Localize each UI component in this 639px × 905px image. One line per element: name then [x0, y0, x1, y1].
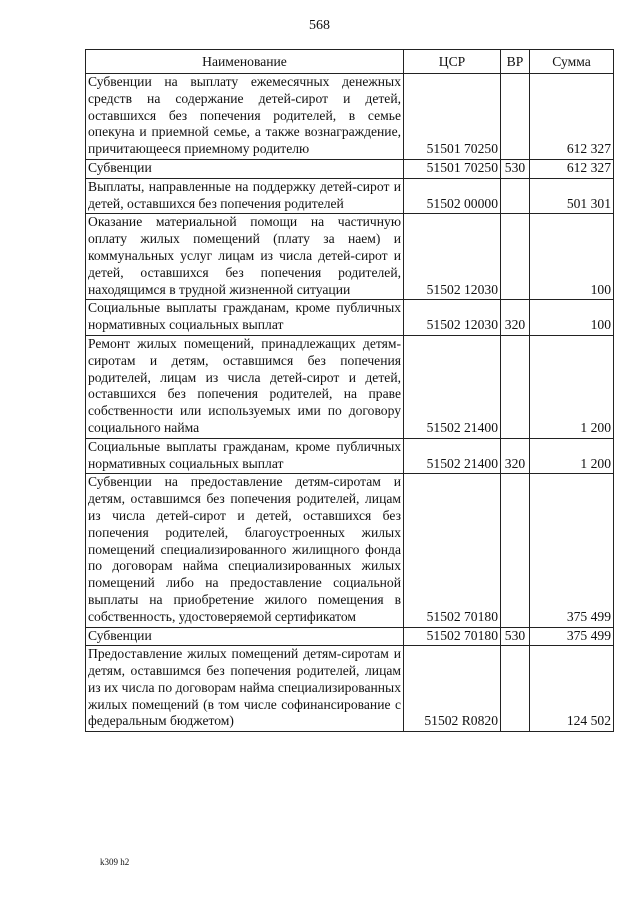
row-name: Субвенции на предоставление детям-сиротам и детям, оставшимся без попечения родителей, лицам из числа детей-сирот и детей, оставшихся без попечения родителей, благоустроенных жилых помещений специализированного жилищного фонда по договорам найма специализированных жилых помещений либо на предоставление социальной выплаты на приобретение жилого помещения в собственность, удостоверяемой сертификатом	[86, 474, 404, 627]
row-sum: 612 327	[530, 74, 614, 160]
header-vr: ВР	[501, 50, 530, 74]
row-vr	[501, 74, 530, 160]
row-csr: 51502 12030	[404, 214, 501, 300]
row-csr: 51501 70250	[404, 159, 501, 178]
row-vr: 320	[501, 300, 530, 336]
row-csr: 51502 70180	[404, 627, 501, 646]
row-vr	[501, 335, 530, 438]
row-vr	[501, 214, 530, 300]
row-sum: 612 327	[530, 159, 614, 178]
footer-code: k309 h2	[100, 857, 130, 867]
row-sum: 100	[530, 214, 614, 300]
row-csr: 51502 12030	[404, 300, 501, 336]
row-csr: 51502 70180	[404, 474, 501, 627]
row-sum: 375 499	[530, 474, 614, 627]
row-name: Социальные выплаты гражданам, кроме публичных нормативных социальных выплат	[86, 300, 404, 336]
row-name: Выплаты, направленные на поддержку детей-сирот и детей, оставшихся без попечения родителей	[86, 178, 404, 214]
table-row	[86, 335, 614, 438]
row-csr: 51502 21400	[404, 438, 501, 474]
table-row	[86, 214, 614, 300]
row-vr	[501, 178, 530, 214]
row-vr	[501, 646, 530, 732]
row-csr: 51502 R0820	[404, 646, 501, 732]
table-header-row	[86, 50, 614, 74]
row-csr: 51501 70250	[404, 74, 501, 160]
table-row	[86, 474, 614, 627]
budget-table	[85, 49, 614, 732]
row-sum: 501 301	[530, 178, 614, 214]
row-name: Социальные выплаты гражданам, кроме публичных нормативных социальных выплат	[86, 438, 404, 474]
row-vr: 530	[501, 627, 530, 646]
row-csr: 51502 00000	[404, 178, 501, 214]
row-sum: 1 200	[530, 335, 614, 438]
table-row	[86, 159, 614, 178]
table-row	[86, 646, 614, 732]
row-name: Субвенции	[86, 627, 404, 646]
row-csr: 51502 21400	[404, 335, 501, 438]
page-number: 568	[309, 18, 330, 33]
row-vr	[501, 474, 530, 627]
table-row	[86, 178, 614, 214]
header-csr: ЦСР	[404, 50, 501, 74]
row-name: Ремонт жилых помещений, принадлежащих детям-сиротам и детям, оставшимся без попечения родителей, лицам из числа детей-сирот и детей, оставшихся без попечения родителей, на праве собственности или используемых ими по договору социального найма	[86, 335, 404, 438]
table-row	[86, 300, 614, 336]
row-sum: 1 200	[530, 438, 614, 474]
header-name: Наименование	[86, 50, 404, 74]
row-name: Субвенции	[86, 159, 404, 178]
row-vr: 530	[501, 159, 530, 178]
row-sum: 375 499	[530, 627, 614, 646]
table-row	[86, 438, 614, 474]
header-sum: Сумма	[530, 50, 614, 74]
row-name: Оказание материальной помощи на частичную оплату жилых помещений (плату за наем) и коммунальных услуг лицам из числа детей-сирот и детей, оставшихся без попечения родителей, находящимся в трудной жизненной ситуации	[86, 214, 404, 300]
row-sum: 124 502	[530, 646, 614, 732]
row-sum: 100	[530, 300, 614, 336]
table-row	[86, 627, 614, 646]
row-vr: 320	[501, 438, 530, 474]
table-row	[86, 74, 614, 160]
row-name: Субвенции на выплату ежемесячных денежных средств на содержание детей-сирот и детей, оставшихся без попечения родителей, в семье опекуна и приемной семье, а также вознаграждение, причитающееся приемному родителю	[86, 74, 404, 160]
row-name: Предоставление жилых помещений детям-сиротам и детям, оставшимся без попечения родителей, лицам из их числа по договорам найма специализированных жилых помещений (в том числе софинансирование с федеральным бюджетом)	[86, 646, 404, 732]
